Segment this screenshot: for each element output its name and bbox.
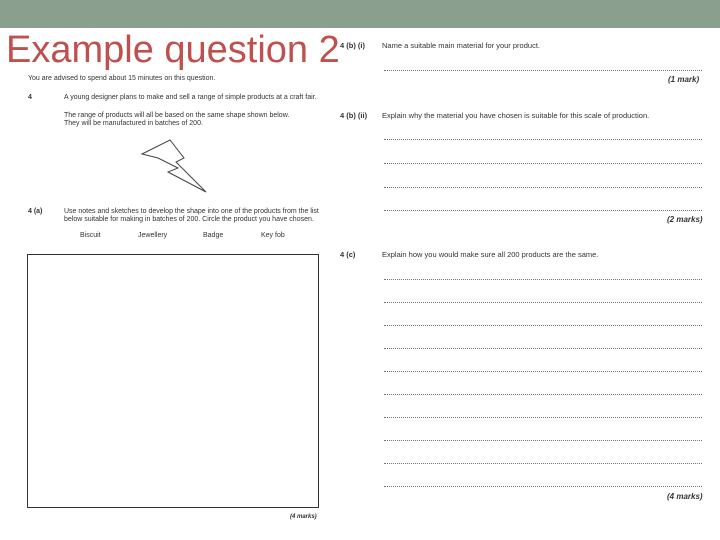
option-key-fob[interactable]: Key fob [261,232,285,239]
q4bi-question: Name a suitable main material for your product. [382,41,540,50]
q4bi-number: 4 (b) (i) [340,41,365,50]
lightning-bolt-shape [140,138,210,196]
answer-line[interactable] [384,394,702,395]
q4c-marks: (4 marks) [667,492,703,501]
answer-line[interactable] [384,70,702,71]
option-jewellery[interactable]: Jewellery [138,232,168,239]
answer-line[interactable] [384,163,702,164]
answer-line[interactable] [384,187,702,188]
answer-line[interactable] [384,463,702,464]
q4a-number: 4 (a) [28,208,43,215]
slide-header-bar [0,0,720,28]
answer-line[interactable] [384,371,702,372]
q4a-text-line2: below suitable for making in batches of 200. Circle the product you have chosen. [64,216,314,223]
q4bii-number: 4 (b) (ii) [340,111,368,120]
q4c-number: 4 (c) [340,250,356,259]
answer-line[interactable] [384,325,702,326]
q4bi-marks: (1 mark) [668,75,700,84]
q4-intro: A young designer plans to make and sell a range of simple products at a craft fair. [64,94,317,101]
option-badge[interactable]: Badge [203,232,224,239]
answer-line[interactable] [384,302,702,303]
q4a-text-line1: Use notes and sketches to develop the shape into one of the products from the list [64,208,319,215]
q4-number: 4 [28,94,32,101]
sketch-answer-box[interactable] [27,254,319,508]
q4c-question: Explain how you would make sure all 200 products are the same. [382,250,599,259]
time-instruction: You are advised to spend about 15 minutes on this question. [28,75,216,82]
answer-line[interactable] [384,348,702,349]
q4a-marks: (4 marks) [290,514,317,520]
answer-line[interactable] [384,440,702,441]
q4-shape-line2: They will be manufactured in batches of 200. [64,120,203,127]
answer-line[interactable] [384,417,702,418]
q4bii-marks: (2 marks) [667,215,703,224]
q4-shape-line1: The range of products will all be based on the same shape shown below. [64,112,290,119]
answer-line[interactable] [384,279,702,280]
slide-title: Example question 2 [6,29,340,71]
answer-line[interactable] [384,210,702,211]
answer-line[interactable] [384,486,702,487]
option-biscuit[interactable]: Biscuit [80,232,101,239]
answer-line[interactable] [384,139,702,140]
q4bii-question: Explain why the material you have chosen is suitable for this scale of production. [382,111,650,120]
